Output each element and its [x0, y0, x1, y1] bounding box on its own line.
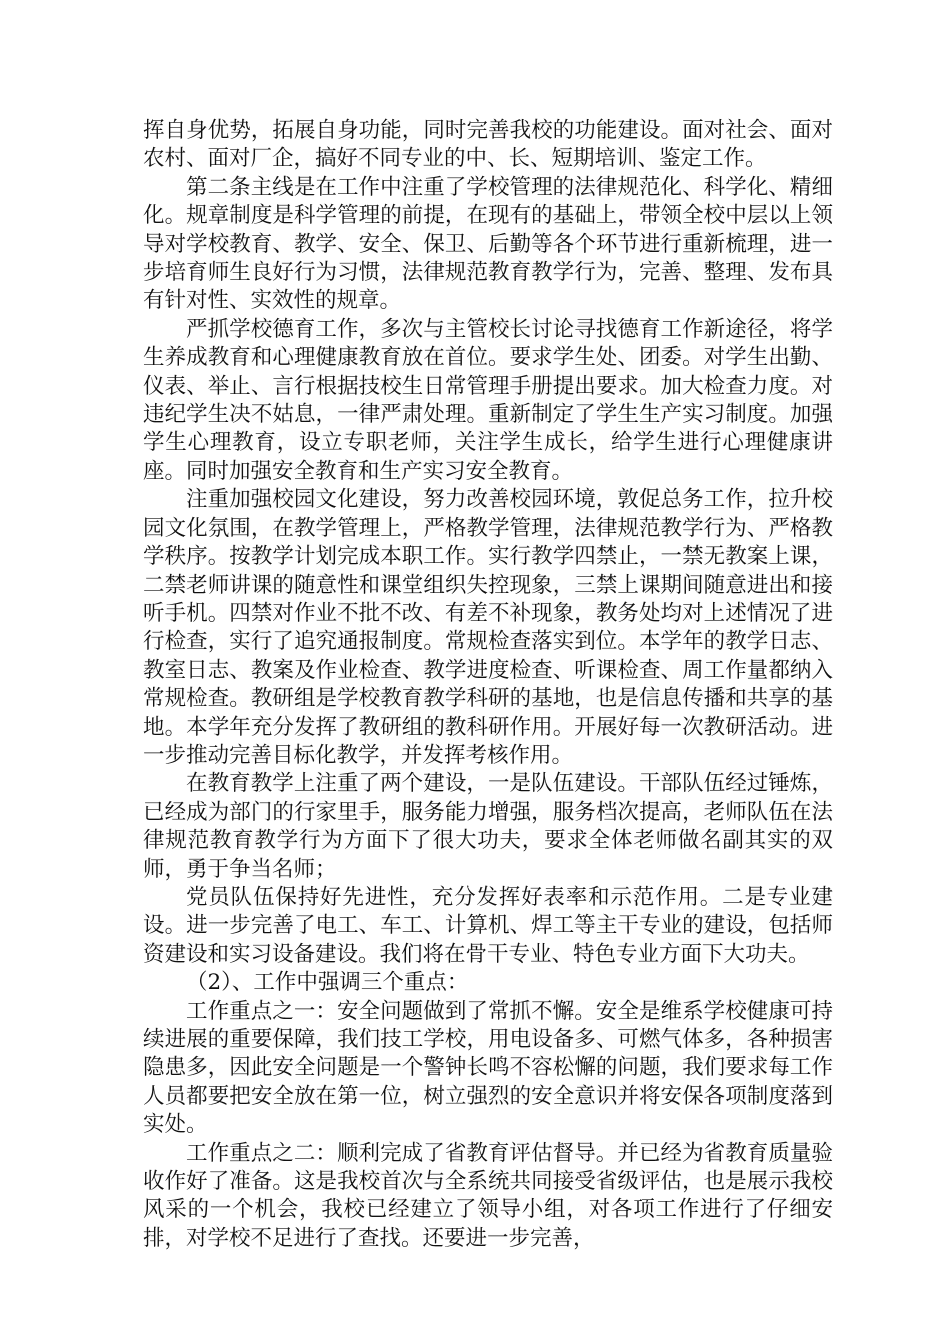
- document-body: [143, 117, 833, 1253]
- paragraph-8: 工作重点之二：顺利完成了省教育评估督导。并已经为省教育质量验收作好了准备。这是我校首次与全系统共同接受省级评估，也是展示我校风采的一个机会，我校已经建立了领导小组，对各项工作进行了仔细安排，对学校不足进行了查找。还要进一步完善，: [143, 1140, 833, 1251]
- paragraph-6: 党员队伍保持好先进性，充分发挥好表率和示范作用。二是专业建设。进一步完善了电工、车工、计算机、焊工等主干专业的建设，包括师资建设和实习设备建设。我们将在骨干专业、特色专业方面下大功夫。: [143, 884, 833, 967]
- paragraph-5: 在教育教学上注重了两个建设，一是队伍建设。干部队伍经过锤炼，已经成为部门的行家里手，服务能力增强，服务档次提高，老师队伍在法律规范教育教学行为方面下了很大功夫，要求全体老师做名副其实的双师，勇于争当名师；: [143, 771, 833, 882]
- paragraph-4: 注重加强校园文化建设，努力改善校园环境，敦促总务工作，拉升校园文化氛围，在教学管理上，严格教学管理，法律规范教学行为、严格教学秩序。按教学计划完成本职工作。实行教学四禁止，一禁无教案上课，二禁老师讲课的随意性和课堂组织失控现象，三禁上课期间随意进出和接听手机。四禁对作业不批不改、有差不补现象，教务处均对上述情况了进行检查，实行了追究通报制度。常规检查落实到位。本学年的教学日志、教室日志、教案及作业检查、教学进度检查、听课检查、周工作量都纳入常规检查。教研组是学校教育教学科研的基地，也是信息传播和共享的基地。本学年充分发挥了教研组的教科研作用。开展好每一次教研活动。进一步推动完善目标化教学，并发挥考核作用。: [143, 487, 833, 768]
- paragraph-2: 第二条主线是在工作中注重了学校管理的法律规范化、科学化、精细化。规章制度是科学管理的前提，在现有的基础上，带领全校中层以上领导对学校教育、教学、安全、保卫、后勤等各个环节进行重新梳理，进一步培育师生良好行为习惯，法律规范教育教学行为，完善、整理、发布具有针对性、实效性的规章。: [143, 174, 833, 314]
- paragraph-7: 工作重点之一：安全问题做到了常抓不懈。安全是维系学校健康可持续进展的重要保障，我们技工学校，用电设备多、可燃气体多，各种损害隐患多，因此安全问题是一个警钟长鸣不容松懈的问题，我们要求每工作人员都要把安全放在第一位，树立强烈的安全意识并将安保各项制度落到实处。: [143, 998, 833, 1138]
- paragraph-1: 挥自身优势，拓展自身功能，同时完善我校的功能建设。面对社会、面对农村、面对厂企，搞好不同专业的中、长、短期培训、鉴定工作。: [143, 118, 833, 172]
- section-heading: （2）、工作中强调三个重点：: [186, 970, 469, 996]
- paragraph-3: 严抓学校德育工作，多次与主管校长讨论寻找德育工作新途径，将学生养成教育和心理健康教育放在首位。要求学生处、团委。对学生出勤、仪表、举止、言行根据技校生日常管理手册提出要求。加大检查力度。对违纪学生决不姑息，一律严肃处理。重新制定了学生生产实习制度。加强学生心理教育，设立专职老师，关注学生成长，给学生进行心理健康讲座。同时加强安全教育和生产实习安全教育。: [143, 316, 833, 484]
